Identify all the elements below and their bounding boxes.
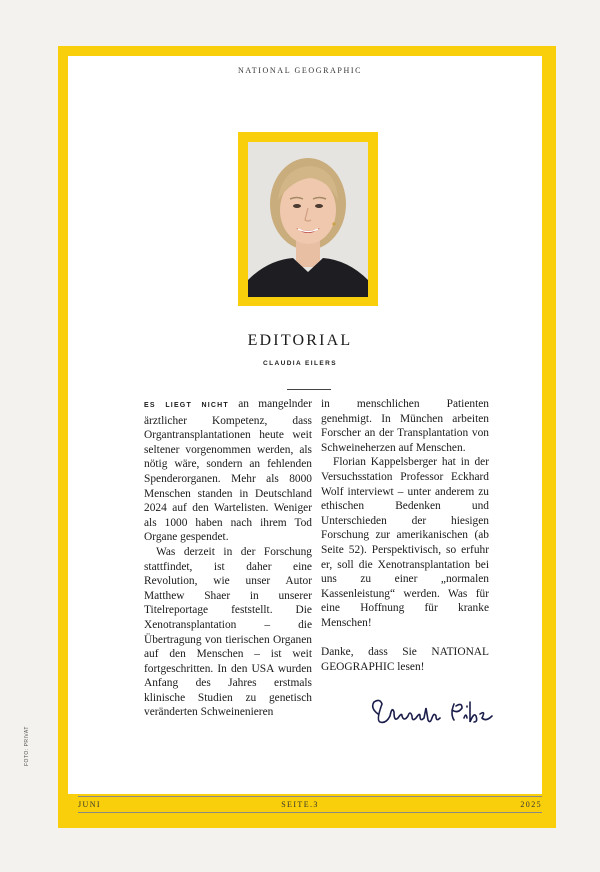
author-portrait xyxy=(248,142,368,297)
footer-rule-bottom xyxy=(78,812,542,813)
author-signature xyxy=(366,694,506,730)
paragraph-text: an mangelnder ärztlicher Kompetenz, dass Organtransplantationen heute weit seltener vorgenommen werden, als nötig wäre, sondern an fehlenden Spenderorganen. Mehr als 8000 Menschen standen in Deutschland 2024 auf den Wartelisten. Weniger als 1000 haben nach ihrem Tod Organe gespendet. xyxy=(144,398,312,544)
article-paragraph: in menschlichen Patienten genehmigt. In München arbeiten Forscher an der Transplantation von Schweineherzen auf Menschen. xyxy=(321,398,489,454)
lead-caps: ES LIEGT NICHT xyxy=(144,402,229,409)
article-paragraph: Was derzeit in der Forschung stattfindet, ist daher eine Revolution, wie unser Autor Matthew Shaer in unserer Titelreportage feststellt. Die Xenotransplantation – die Übertragung von tierischen Organen auf den Menschen – ist weit fortgeschritten. In den USA wurden Anfang des Jahres erstmals klinische Studien zu genetisch veränderten Schweinenieren xyxy=(144,545,312,719)
footer-month: JUNI xyxy=(78,800,101,809)
title-divider xyxy=(287,389,331,390)
footer-page-number: SEITE.3 xyxy=(281,800,319,809)
closing-line: Danke, dass Sie NATIONAL GEOGRAPHIC lesen! xyxy=(321,646,489,673)
article-paragraph xyxy=(144,397,312,545)
section-title: EDITORIAL xyxy=(247,332,353,349)
article-paragraph: Florian Kappelsberger hat in der Versuchsstation Professor Eckhard Wolf interviewt – unter anderem zu ethischen Bedenken und Unterschieden der hiesigen Forschung zur amerikanischen (ab Seite 52). Perspektivisch, so erfuhr er, soll die Xenotransplantation bei uns zu einer „normalen Kassenleistung“ werden. Was für eine Hoffnung für kranke Menschen! xyxy=(321,456,489,629)
author-name: CLAUDIA EILERS xyxy=(263,360,337,367)
footer-year: 2025 xyxy=(520,800,542,809)
photo-credit: FOTO: PRIVAT xyxy=(24,726,30,766)
article-column-left xyxy=(144,397,312,720)
article-column-right xyxy=(321,397,489,674)
footer-rule-top xyxy=(78,796,542,797)
masthead: NATIONAL GEOGRAPHIC xyxy=(237,66,363,75)
